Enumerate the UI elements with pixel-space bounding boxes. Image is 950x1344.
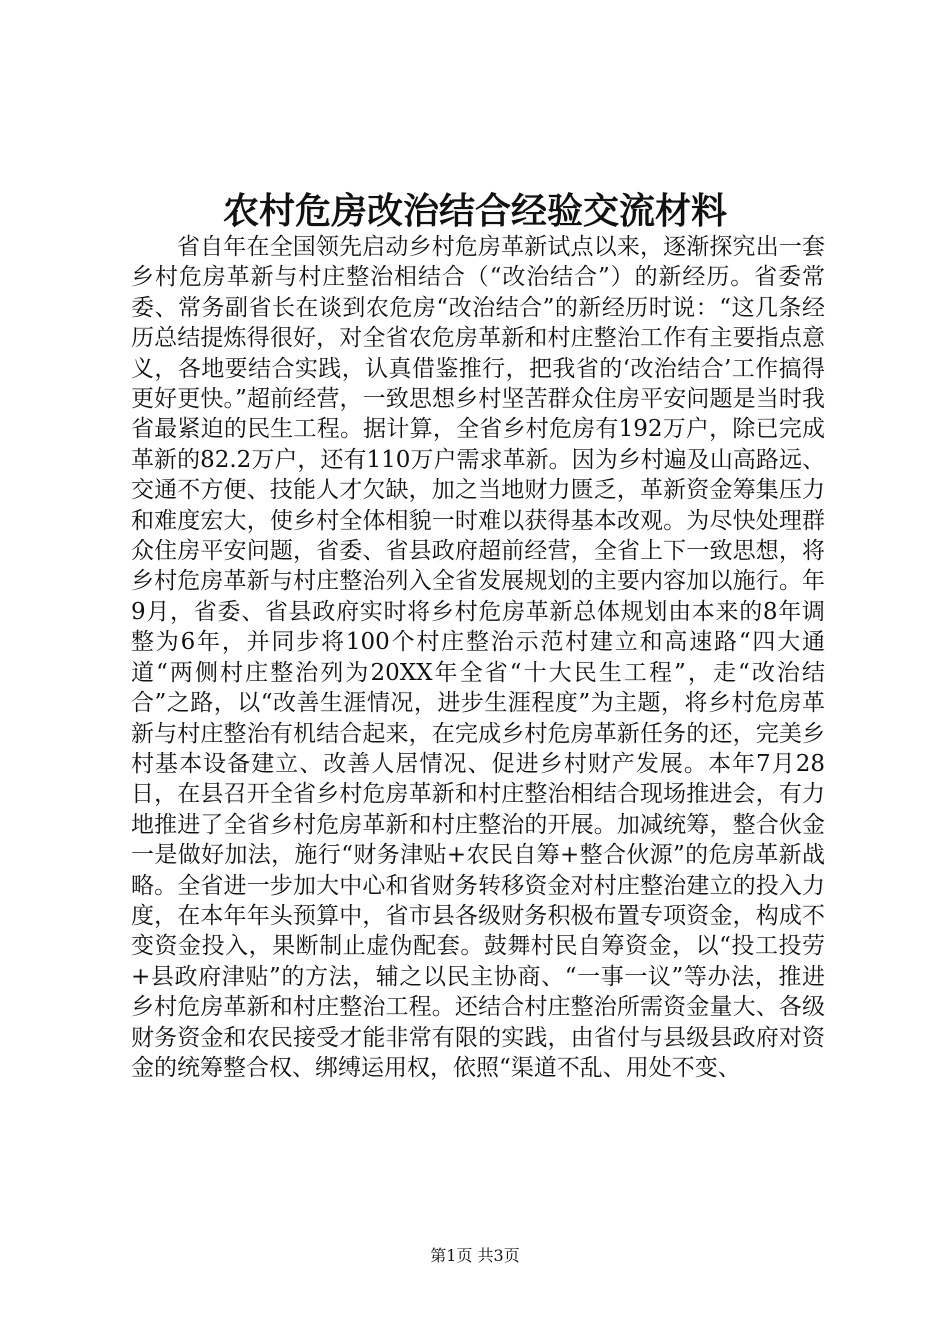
page-footer: 第1页 共3页 — [430, 1246, 520, 1265]
document-title: 农村危房改治结合经验交流材料 — [222, 190, 727, 232]
body-paragraph: 省自年在全国领先启动乡村危房革新试点以来，逐渐探究出一套乡村危房革新与村庄整治相结合（“改治结合”）的新经历。省委常委、常务副省长在谈到农危房“改治结合”的新经历时说：“这几条经历总结提炼得很好，对全省农危房革新和村庄整治工作有主要指点意义，各地要结合实践，认真借鉴推行，把我省的‘改治结合’工作搞得更好更快。”超前经营，一致思想乡村坚苦群众住房平安问题是当时我省最紧迫的民生工程。据计算，全省乡村危房有192万户，除已完成革新的82.2万户，还有110万户需求革新。因为乡村遍及山高路远、交通不方便、技能人才欠缺，加之当地财力匮乏，革新资金筹集压力和难度宏大，使乡村全体相貌一时难以获得基本改观。为尽快处理群众住房平安问题，省委、省县政府超前经营，全省上下一致思想，将乡村危房革新与村庄整治列入全省发展规划的主要内容加以施行。年9月，省委、省县政府实时将乡村危房革新总体规划由本来的8年调整为6年，并同步将100个村庄整治示范村建立和高速路“四大通道“两侧村庄整治列为20XX年全省“十大民生工程”，走“改治结合”之路，以“改善生涯情况，进步生涯程度”为主题，将乡村危房革新与村庄整治有机结合起来，在完成乡村危房革新任务的还，完美乡村基本设备建立、改善人居情况、促进乡村财产发展。本年7月28日，在县召开全省乡村危房革新和村庄整治相结合现场推进会，有力地推进了全省乡村危房革新和村庄整治的开展。加减统筹，整合伙金一是做好加法，施行“财务津贴+农民自筹+整合伙源”的危房革新战略。全省进一步加大中心和省财务转移资金对村庄整治建立的投入力度，在本年年头预算中，省市县各级财务积极布置专项资金，构成不变资金投入，果断制止虚伪配套。鼓舞村民自筹资金，以“投工投劳+县政府津贴”的方法，辅之以民主协商、“一事一议”等办法，推进乡村危房革新和村庄整治工程。还结合村庄整治所需资金量大、各级财务资金和农民接受才能非常有限的实践，由省付与县级县政府对资金的统筹整合权、绑缚运用权，依照“渠道不乱、用处不变、 — [131, 234, 825, 1081]
